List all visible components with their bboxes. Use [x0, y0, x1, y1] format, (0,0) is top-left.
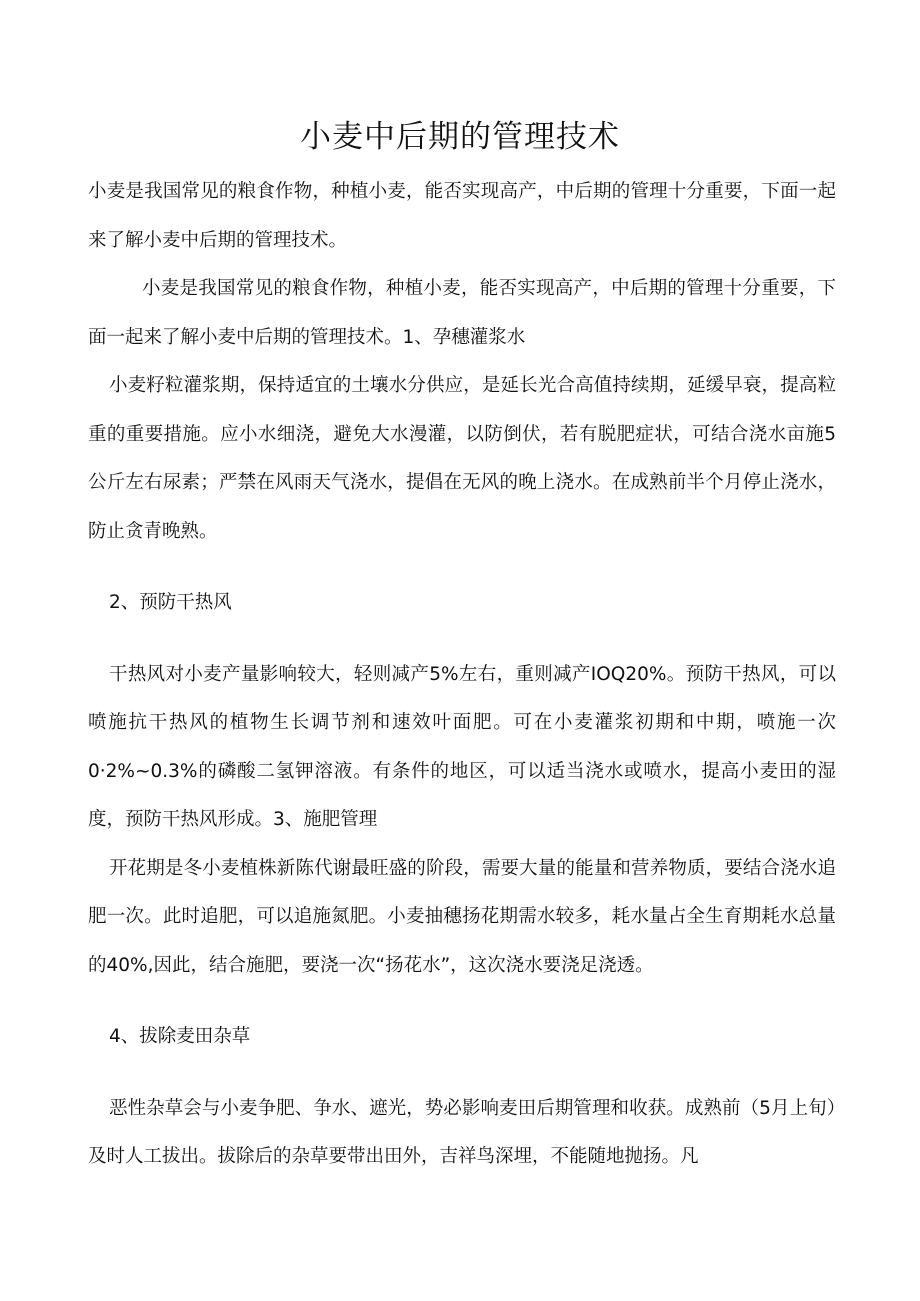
- section-2-paragraph: 干热风对小麦产量影响较大，轻则减产5%左右，重则减产IOQ20%。预防干热风，可以喷施抗干热风的植物生长调节剂和速效叶面肥。可在小麦灌浆初期和中期，喷施一次0·2%~0.3%的磷酸二氢钾溶液。有条件的地区，可以适当浇水或喷水，提高小麦田的湿度，预防干热风形成。3、施肥管理: [88, 663, 836, 830]
- section-4-heading: 4、拔除麦田杂草: [109, 1026, 251, 1047]
- section-2-heading: 2、预防干热风: [109, 592, 232, 613]
- section-1-paragraph: 小麦籽粒灌浆期，保持适宜的土壤水分供应，是延长光合高值持续期，延缓早衰，提高粒重的重要措施。应小水细浇，避免大水漫灌，以防倒伏，若有脱肥症状，可结合浇水亩施5公斤左右尿素；严禁在风雨天气浇水，提倡在无风的晚上浇水。在成熟前半个月停止浇水，防止贪青晚熟。: [88, 375, 836, 542]
- section-3-paragraph: 开花期是冬小麦植株新陈代谢最旺盛的阶段，需要大量的能量和营养物质，要结合浇水追肥一次。此时追肥，可以追施氮肥。小麦抽穗扬花期需水较多，耗水量占全生育期耗水总量的40%,因此，结合施肥，要浇一次“扬花水”，这次浇水要浇足浇透。: [88, 857, 836, 976]
- section-4-paragraph: 恶性杂草会与小麦争肥、争水、遮光，势必影响麦田后期管理和收获。成熟前（5月上旬）及时人工拔出。拔除后的杂草要带出田外，吉祥鸟深埋，不能随地抛扬。凡: [88, 1097, 836, 1167]
- document-title: 小麦中后期的管理技术: [300, 119, 620, 155]
- intro-paragraph: 小麦是我国常见的粮食作物，种植小麦，能否实现高产，中后期的管理十分重要，下面一起来了解小麦中后期的管理技术。: [88, 181, 836, 251]
- document-body: [88, 168, 836, 1182]
- summary-paragraph: 小麦是我国常见的粮食作物，种植小麦，能否实现高产，中后期的管理十分重要，下面一起来了解小麦中后期的管理技术。1、孕穗灌浆水: [88, 278, 836, 348]
